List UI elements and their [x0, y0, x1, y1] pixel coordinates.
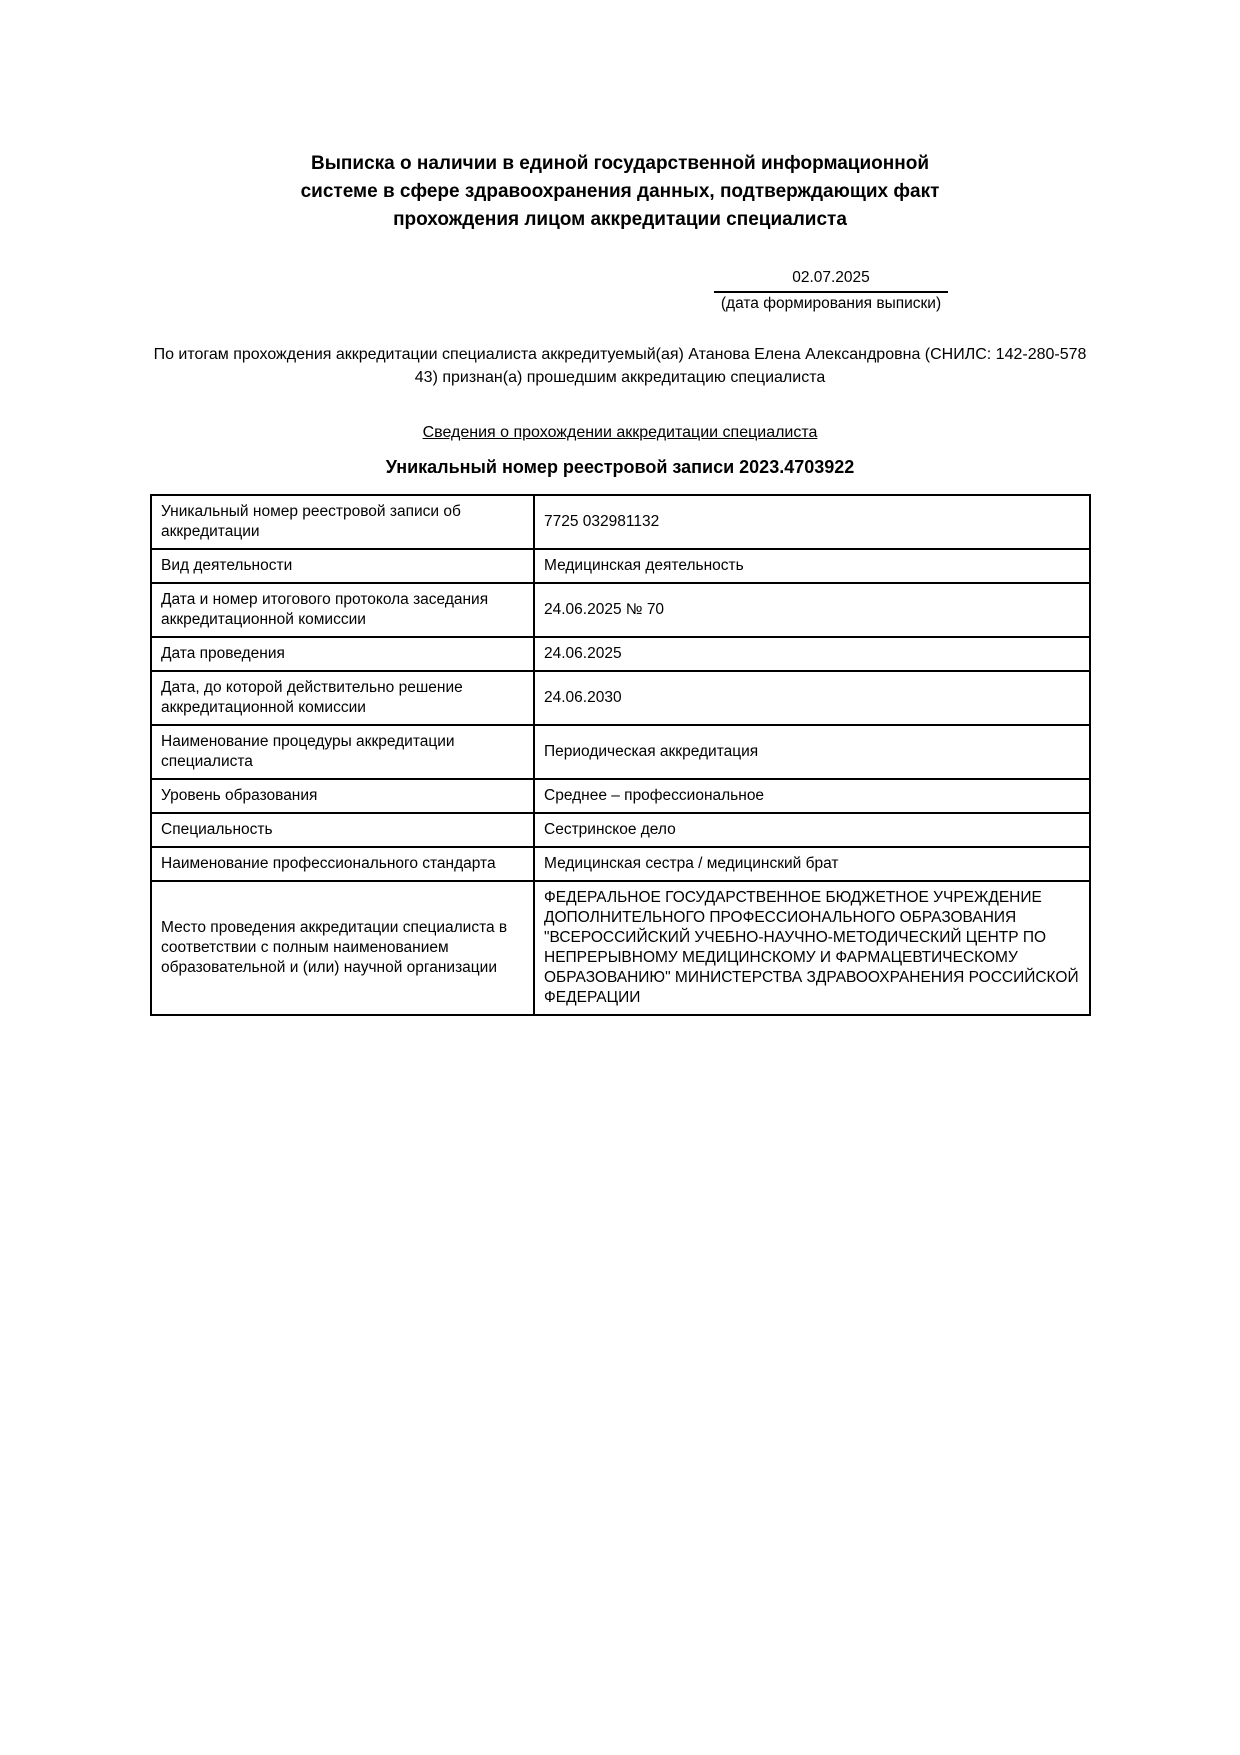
table-row	[151, 847, 1090, 881]
section-heading: Сведения о прохождении аккредитации специалиста	[422, 424, 818, 441]
table-row	[151, 549, 1090, 583]
document-title-line: прохождения лицом аккредитации специалиста	[393, 209, 847, 230]
formation-date-value: 02.07.2025	[714, 268, 948, 293]
document-title	[240, 150, 1000, 234]
table-row	[151, 495, 1090, 549]
row-label: Место проведения аккредитации специалиста в соответствии с полным наименованием образовательной и (или) научной организации	[151, 881, 534, 1015]
row-value: 7725 032981132	[534, 495, 1090, 549]
document-title-line: Выписка о наличии в единой государственной информационной	[310, 153, 930, 174]
row-label: Вид деятельности	[151, 549, 534, 583]
row-label: Дата проведения	[151, 637, 534, 671]
intro-paragraph-line: По итогам прохождения аккредитации специалиста аккредитуемый(ая) Атанова Елена Александровна (СНИЛС: 142-280-578	[153, 346, 1087, 363]
row-label: Уникальный номер реестровой записи об аккредитации	[151, 495, 534, 549]
row-label: Специальность	[151, 813, 534, 847]
table-row	[151, 779, 1090, 813]
table-row	[151, 813, 1090, 847]
table-row	[151, 671, 1090, 725]
registry-number-heading: Уникальный номер реестровой записи 2023.4703922	[385, 457, 855, 477]
table-row	[151, 637, 1090, 671]
table-row	[151, 725, 1090, 779]
row-value: 24.06.2025	[534, 637, 1090, 671]
row-value: ФЕДЕРАЛЬНОЕ ГОСУДАРСТВЕННОЕ БЮДЖЕТНОЕ УЧРЕЖДЕНИЕ ДОПОЛНИТЕЛЬНОГО ПРОФЕССИОНАЛЬНОГО ОБРАЗОВАНИЯ "ВСЕРОССИЙСКИЙ УЧЕБНО-НАУЧНО-МЕТОДИЧЕСКИЙ ЦЕНТР ПО НЕПРЕРЫВНОМУ МЕДИЦИНСКОМУ И ФАРМАЦЕВТИЧЕСКОМУ ОБРАЗОВАНИЮ" МИНИСТЕРСТВА ЗДРАВООХРАНЕНИЯ РОССИЙСКОЙ ФЕДЕРАЦИИ	[534, 881, 1090, 1015]
row-value: Периодическая аккредитация	[534, 725, 1090, 779]
row-label: Дата и номер итогового протокола заседания аккредитационной комиссии	[151, 583, 534, 637]
formation-date-block	[714, 268, 948, 313]
intro-paragraph	[110, 343, 1130, 389]
row-label: Уровень образования	[151, 779, 534, 813]
intro-paragraph-line: 43) признан(а) прошедшим аккредитацию специалиста	[414, 369, 826, 386]
row-label: Дата, до которой действительно решение аккредитационной комиссии	[151, 671, 534, 725]
row-label: Наименование профессионального стандарта	[151, 847, 534, 881]
row-value: 24.06.2030	[534, 671, 1090, 725]
row-value: Медицинская деятельность	[534, 549, 1090, 583]
row-value: Среднее – профессиональное	[534, 779, 1090, 813]
document-title-line: системе в сфере здравоохранения данных, подтверждающих факт	[300, 181, 940, 202]
table-row	[151, 881, 1090, 1015]
row-label: Наименование процедуры аккредитации специалиста	[151, 725, 534, 779]
row-value: Сестринское дело	[534, 813, 1090, 847]
table-row	[151, 583, 1090, 637]
accreditation-details-table	[150, 494, 1091, 1016]
row-value: Медицинская сестра / медицинский брат	[534, 847, 1090, 881]
formation-date-caption: (дата формирования выписки)	[720, 295, 942, 312]
row-value: 24.06.2025 № 70	[534, 583, 1090, 637]
